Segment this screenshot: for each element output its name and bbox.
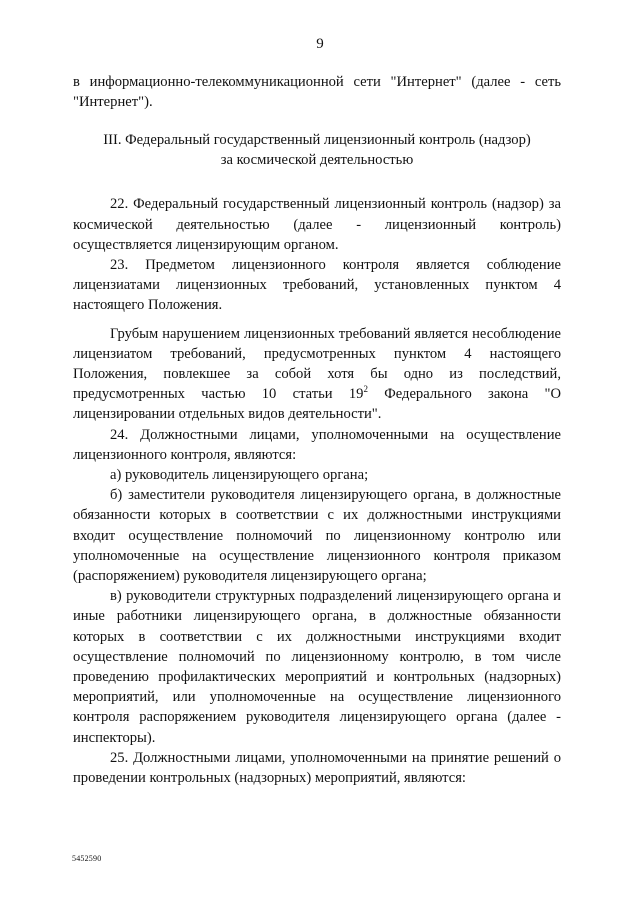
paragraph-24a: а) руководитель лицензирующего органа; (110, 467, 369, 484)
paragraph-24c: в) руководители структурных подразделений лицензирующего органа и иные работники лицензирующего органа, в должностные обязанности которых в соответствии с их должностными инструкциями входит осуществление полномочий по лицензионному контролю, в том числе проведению профилактических мероприятий и контрольных (надзорных) мероприятий, или уполномоченные на осуществление лицензионного контроля распоряжением руководителя лицензирующего органа (далее - инспекторы). (73, 588, 561, 746)
superscript-marker: 2 (363, 384, 368, 395)
paragraph-24b: б) заместители руководителя лицензирующего органа, в должностные обязанности которых в соответствии с их должностными инструкциями входит осуществление полномочий по лицензионному контролю или уполномоченные на осуществление лицензионного контроля приказом (распоряжением) руководителя лицензирующего органа; (73, 487, 561, 585)
section-heading-line2: за космической деятельностью (220, 152, 414, 169)
paragraph-25: 25. Должностными лицами, уполномоченными на принятие решений о проведении контрольных (надзорных) мероприятий, являются: (73, 749, 561, 787)
intro-paragraph: в информационно-телекоммуникационной сети "Интернет" (далее - сеть "Интернет"). (73, 74, 561, 111)
gross-violation-text: Грубым нарушением лицензионных требований является несоблюдение лицензиатом требований, предусмотренных пунктом 4 настоящего Положения, повлекшее за собой хотя бы одно из последствий, предусмотренных частью 10 статьи 19 (73, 325, 561, 403)
section-heading (73, 130, 561, 170)
paragraph-22: 22. Федеральный государственный лицензионный контроль (надзор) за космической деятельностью (далее - лицензионный контроль) осуществляется лицензирующим органом. (73, 196, 561, 253)
page-number: 9 (316, 36, 324, 52)
document-body (73, 72, 561, 788)
section-heading-line1: III. Федеральный государственный лицензионный контроль (надзор) (103, 132, 531, 149)
document-code: 5452590 (72, 854, 102, 863)
paragraph-gross-violation (73, 324, 561, 425)
paragraph-23: 23. Предметом лицензионного контроля является соблюдение лицензиатами лицензионных требований, установленных пунктом 4 настоящего Положения. (73, 257, 561, 314)
paragraph-24: 24. Должностными лицами, уполномоченными на осуществление лицензионного контроля, являются: (73, 426, 561, 463)
gross-violation-text-end: Федерального закона "О лицензировании отдельных видов деятельности". (73, 386, 561, 423)
